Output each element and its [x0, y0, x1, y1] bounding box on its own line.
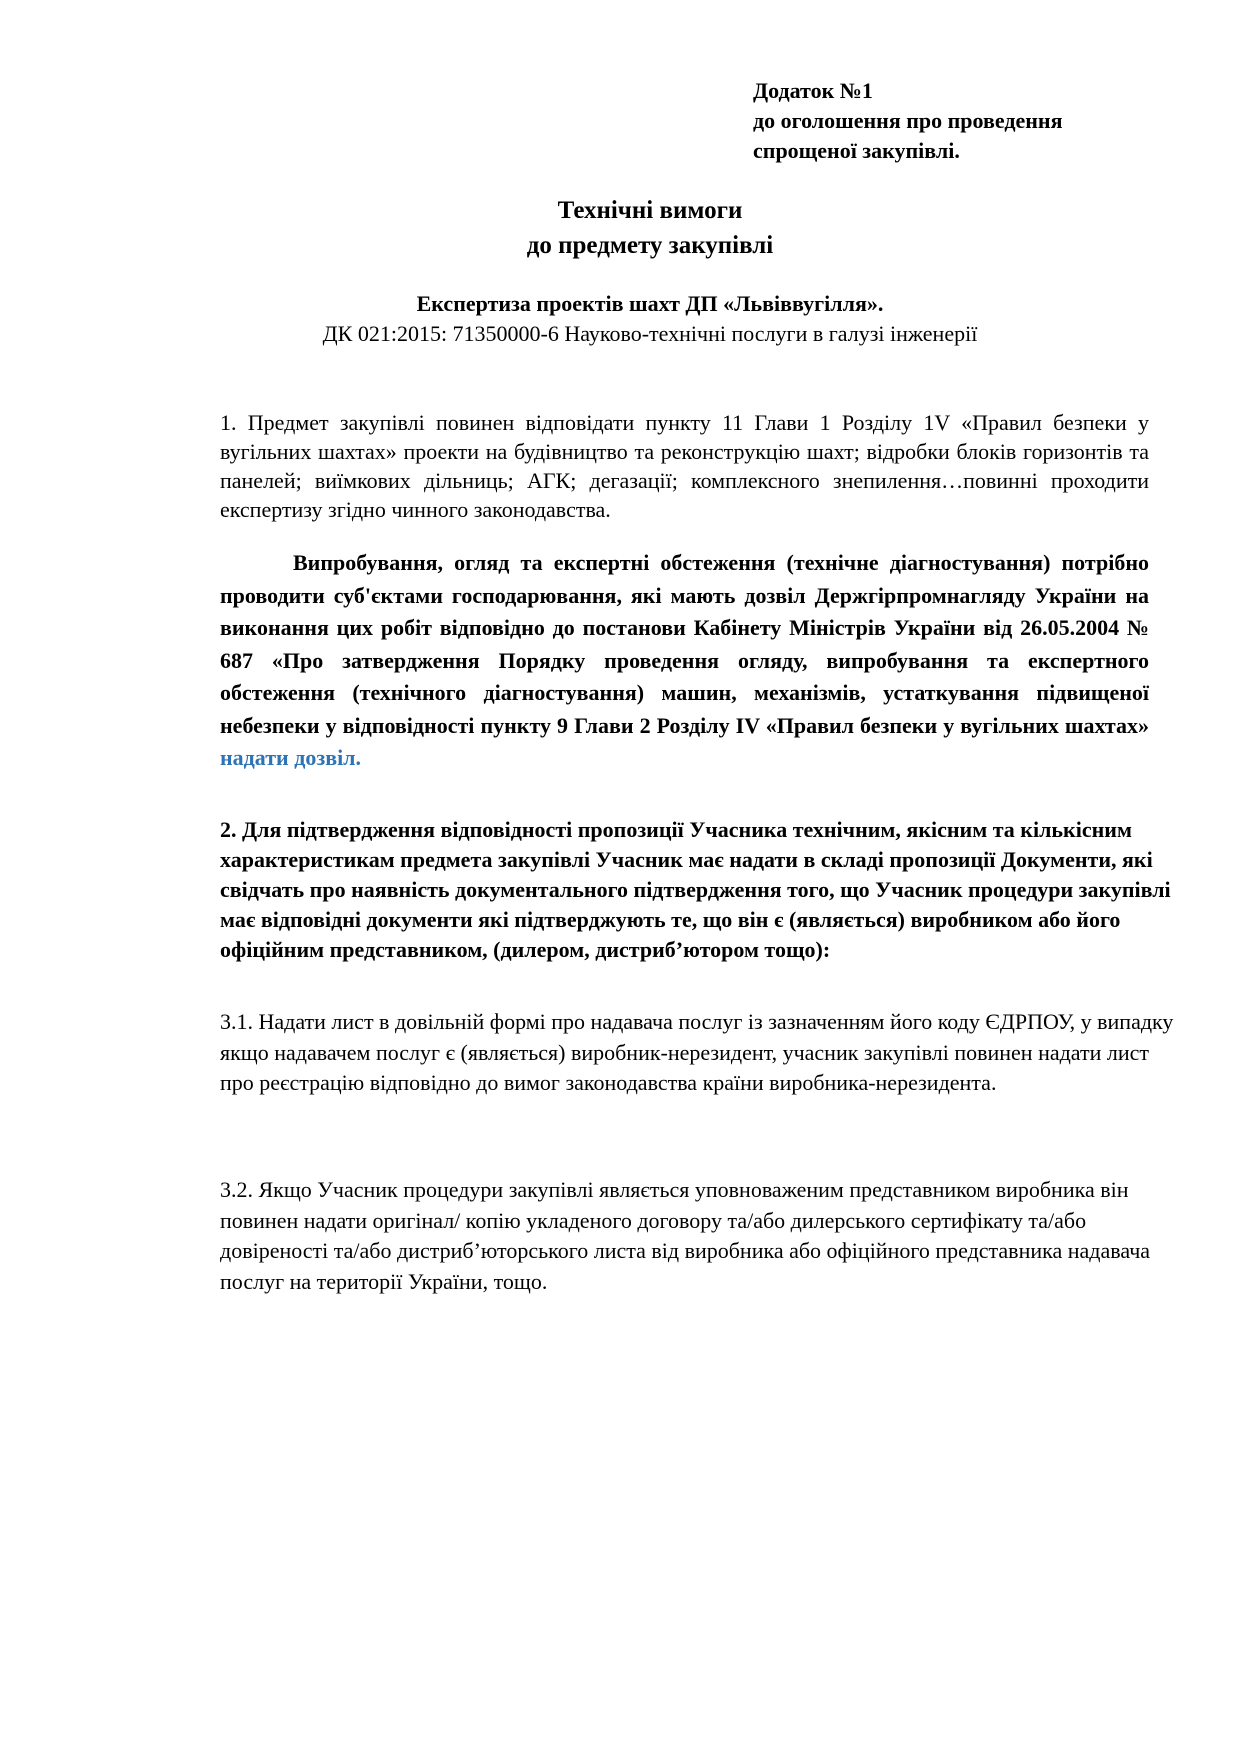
addendum-reference: до оголошення про проведення: [753, 108, 1063, 133]
subject-name: Експертиза проектів шахт ДП «Львіввугілля».: [416, 291, 884, 316]
addendum-header: [753, 76, 1193, 166]
addendum-number: Додаток №1: [753, 78, 873, 103]
permit-highlight: надати дозвіл.: [220, 745, 362, 770]
title-line-2: до предмету закупівлі: [526, 232, 774, 259]
addendum-reference-cont: спрощеної закупівлі.: [753, 138, 960, 163]
procurement-subject: [0, 289, 1241, 349]
section-3-1-paragraph: 3.1. Надати лист в довільній формі про надавача послуг із зазначенням його коду ЄДРПОУ, у випадку якщо надавачем послуг є (являється) виробник-нерезидент, учасник закупівлі повинен надати лист про реєстрацію відповідно до вимог законодавства країни виробника-нерезидента.: [220, 1009, 1174, 1095]
title-line-1: Технічні вимоги: [557, 197, 743, 224]
subject-code: ДК 021:2015: 71350000-6 Науково-технічні послуги в галузі інженерії: [322, 321, 978, 346]
section-1-bold-text: Випробування, огляд та експертні обстеження (технічне діагностування) потрібно проводити суб'єктами господарювання, які мають дозвіл Держгірпромнагляду України на виконання цих робіт відповідно до постанови Кабінету Міністрів України від 26.05.2004 № 687 «Про затвердження Порядку проведення огляду, випробування та експертного обстеження (технічного діагностування) машин, механізмів, устаткування підвищеної небезпеки у відповідності пункту 9 Глави 2 Розділу IV «Правил безпеки у вугільних шахтах»: [220, 550, 1149, 738]
document-title: [0, 193, 1241, 263]
section-2-paragraph: 2. Для підтвердження відповідності пропозиції Учасника технічним, якісним та кількісним характеристикам предмета закупівлі Учасник має надати в складі пропозиції Документи, які свідчать про наявність документального підтвердження того, що Учасник процедури закупівлі має відповідні документи які підтверджують те, що він є (являється) виробником або його офіційним представником, (дилером, дистриб’ютором тощо):: [220, 817, 1171, 962]
section-3-2-paragraph: 3.2. Якщо Учасник процедури закупівлі являється уповноваженим представником виробника він повинен надати оригінал/ копію укладеного договору та/або дилерського сертифікату та/або довіреності та/або дистриб’юторського листа від виробника або офіційного представника надавача послуг на території України, тощо.: [220, 1177, 1151, 1294]
section-1-paragraph: 1. Предмет закупівлі повинен відповідати пункту 11 Глави 1 Розділу 1V «Правил безпеки у вугільних шахтах» проекти на будівництво та реконструкцію шахт; відробки блоків горизонтів та панелей; виїмкових дільниць; АГК; дегазації; комплексного знепилення…повинні проходити експертизу згідно чинного законодавства.: [220, 410, 1149, 522]
section-1-bold-paragraph: [220, 547, 1149, 775]
